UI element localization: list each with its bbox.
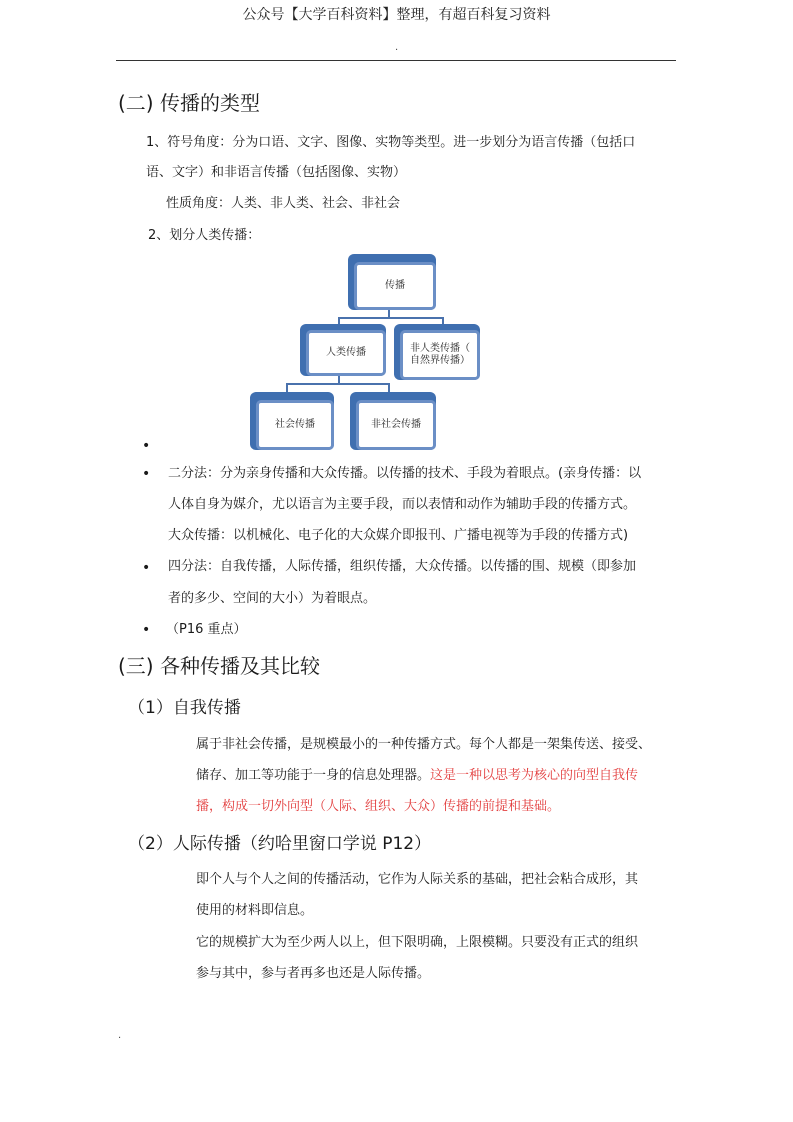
intrapersonal-line-2 [196,760,638,792]
header-dot: . [395,42,399,53]
communication-hierarchy-diagram [240,250,490,455]
node-human-label: 人类传播 [326,347,366,358]
node-nonsocial [356,400,436,450]
bullet-marker-3: • [142,560,151,576]
footer-dot: . [118,1030,122,1041]
page-header: 公众号【大学百科资料】整理，有超百科复习资料 [242,7,551,23]
subheading-interpersonal: （2）人际传播（约哈里窗口学说 P12） [128,834,432,854]
paragraph-symbol-angle-1: 1、符号角度：分为口语、文字、图像、实物等类型。进一步划分为语言传播（包括口 [146,135,636,150]
node-nonhuman [400,330,480,380]
bullet-marker-1: • [142,438,151,454]
node-human [306,330,386,376]
interpersonal-line-4: 参与其中，参与者再多也还是人际传播。 [196,966,431,981]
intrapersonal-line-1: 属于非社会传播，是规模最小的一种传播方式。每个人都是一架集传送、接受、 [196,737,652,752]
node-nonsocial-label: 非社会传播 [371,419,421,430]
edge-level2-bar [286,383,390,385]
bullet-marker-2: • [142,466,151,482]
intrapersonal-line-3: 播，构成一切外向型（人际、组织、大众）传播的前提和基础。 [196,799,561,814]
interpersonal-line-3: 它的规模扩大为至少两人以上，但下限明确，上限模糊。只要没有正式的组织 [196,935,639,950]
section-heading-comparison: (三) 各种传播及其比较 [118,654,320,678]
bullet-key-point: （P16 重点） [166,622,247,637]
node-nonhuman-label-1: 非人类传播（ [410,343,470,354]
interpersonal-line-2: 使用的材料即信息。 [196,903,314,918]
section-heading-types: (二) 传播的类型 [118,91,260,115]
bullet-quadruple-line-2: 者的多少、空间的大小）为着眼点。 [168,591,377,606]
node-social-label: 社会传播 [275,419,315,430]
paragraph-symbol-angle-2: 语、文字）和非语言传播（包括图像、实物） [146,165,407,180]
node-social [256,400,334,450]
intrapersonal-line-2-red: 这是一种以思考为核心的向型自我传 [430,768,639,783]
bullet-dichotomy-line-1: 二分法：分为亲身传播和大众传播。以传播的技术、手段为着眼点。(亲身传播：以 [168,466,642,481]
bullet-marker-4: • [142,622,151,638]
paragraph-nature-angle: 性质角度：人类、非人类、社会、非社会 [166,196,401,211]
subheading-intrapersonal: （1）自我传播 [128,698,241,718]
bullet-dichotomy-line-3: 大众传播：以机械化、电子化的大众媒介即报刊、广播电视等为手段的传播方式) [168,528,629,543]
bullet-quadruple-line-1: 四分法：自我传播，人际传播，组织传播，大众传播。以传播的围、规模（即参加 [168,559,637,574]
interpersonal-line-1: 即个人与个人之间的传播活动，它作为人际关系的基础，把社会粘合成形，其 [196,872,639,887]
node-root-label: 传播 [385,280,405,291]
bullet-dichotomy-line-2: 人体自身为媒介，尤以语言为主要手段，而以表情和动作为辅助手段的传播方式。 [168,497,637,512]
node-root [354,262,436,310]
paragraph-human-division: 2、划分人类传播： [148,228,261,243]
edge-level1-bar [338,317,444,319]
intrapersonal-line-2-black: 储存、加工等功能于一身的信息处理器。 [196,768,431,783]
header-rule [116,60,676,61]
node-nonhuman-label-2: 自然界传播） [410,355,470,366]
